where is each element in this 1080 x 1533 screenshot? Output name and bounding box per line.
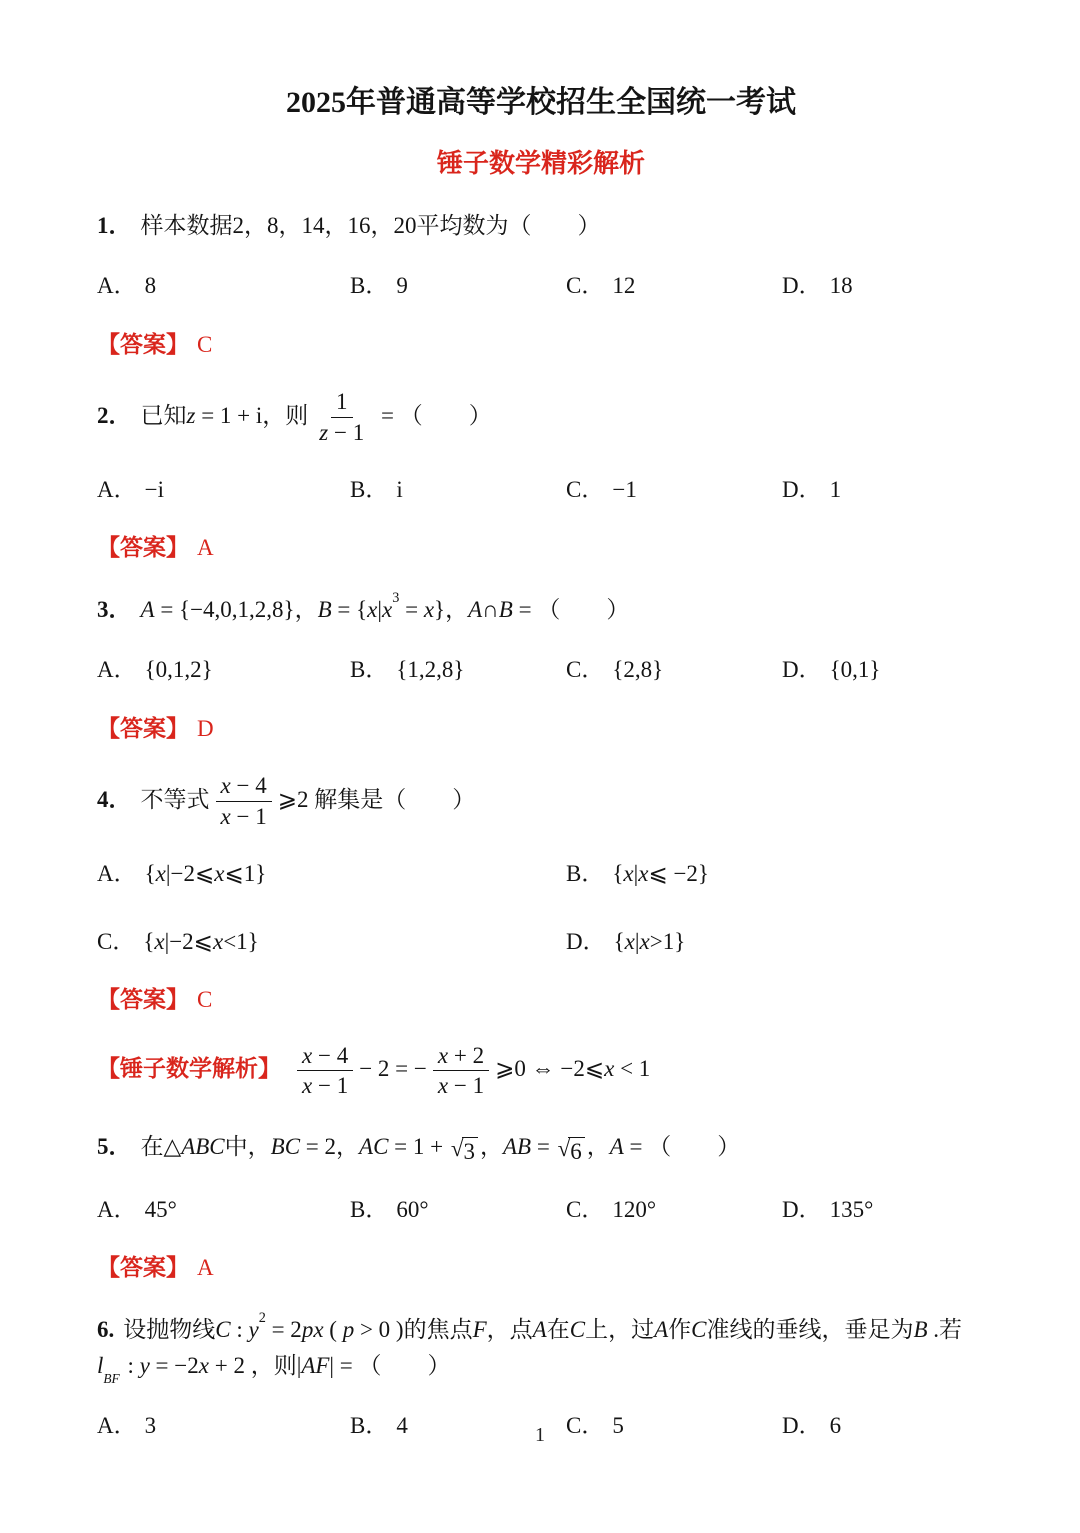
text-run: x bbox=[382, 596, 393, 622]
text-run: ⩽ −2} bbox=[648, 860, 709, 886]
text-run: x bbox=[302, 1042, 313, 1068]
text-run: y bbox=[139, 1352, 150, 1378]
text-run: |−2⩽ bbox=[164, 928, 213, 954]
text-run: 中， bbox=[224, 1134, 271, 1160]
text-run: + 2 ， bbox=[208, 1352, 274, 1378]
text-run: x bbox=[624, 928, 635, 954]
text-run: x bbox=[623, 860, 634, 886]
text-run: . bbox=[927, 1316, 940, 1342]
text-run: − 1 bbox=[448, 1073, 485, 1099]
text-run: x bbox=[638, 860, 649, 886]
question-stem-text bbox=[140, 1134, 741, 1165]
text-run: 6 bbox=[829, 1413, 842, 1439]
text-run: ⩽1} bbox=[224, 860, 267, 886]
text-run: 在 bbox=[140, 1134, 164, 1160]
option-label: B． bbox=[350, 1196, 389, 1222]
answer-value: A bbox=[197, 534, 214, 560]
option-C bbox=[566, 270, 782, 302]
text-run: 样本数据 bbox=[140, 212, 233, 238]
text-run: y bbox=[248, 1316, 259, 1342]
text-run: BC bbox=[270, 1134, 301, 1160]
text-run: x bbox=[367, 596, 378, 622]
text-run: 则 bbox=[273, 1352, 297, 1378]
text-run: }， bbox=[434, 596, 469, 622]
answer-value: C bbox=[197, 331, 213, 357]
question-options bbox=[97, 1194, 985, 1226]
text-run: 平均数为（ ） bbox=[416, 212, 601, 238]
text-run: ， bbox=[486, 1316, 510, 1342]
text-run: x bbox=[154, 928, 165, 954]
text-run: |−2⩽ bbox=[165, 860, 215, 886]
option-label: C． bbox=[566, 1413, 605, 1439]
text-run: = bbox=[531, 1134, 556, 1160]
text-run: = （ ） bbox=[512, 596, 630, 622]
text-run: −1 bbox=[612, 476, 637, 502]
question-6 bbox=[97, 1309, 985, 1442]
option-label: D． bbox=[566, 928, 606, 954]
text-run: > 0 ) bbox=[354, 1316, 404, 1342]
text-run: z bbox=[319, 420, 329, 445]
option-A bbox=[97, 654, 350, 686]
question-number: 1． bbox=[97, 212, 132, 238]
text-run: △ bbox=[163, 1134, 182, 1160]
text-run: ⩾2 bbox=[277, 786, 315, 812]
text-run: >1} bbox=[649, 928, 686, 954]
option-label: A． bbox=[97, 860, 137, 886]
question-5 bbox=[97, 1129, 985, 1283]
question-stem-text bbox=[140, 389, 492, 445]
analysis-text bbox=[291, 1042, 651, 1099]
option-label: C． bbox=[566, 657, 605, 683]
text-run: A bbox=[140, 596, 155, 622]
option-D bbox=[782, 654, 985, 686]
question-options bbox=[97, 654, 985, 686]
text-run: p bbox=[342, 1316, 355, 1342]
text-run: F bbox=[472, 1316, 487, 1342]
text-run: 18 bbox=[829, 273, 853, 299]
question-options bbox=[97, 858, 985, 958]
text-run: A bbox=[609, 1134, 624, 1160]
text-run: AF bbox=[301, 1352, 330, 1378]
text-run: : bbox=[121, 1352, 140, 1378]
text-run: ( bbox=[323, 1316, 343, 1342]
question-4 bbox=[97, 772, 985, 1100]
text-run: : bbox=[230, 1316, 249, 1342]
math-fraction bbox=[216, 772, 272, 830]
text-run: C bbox=[569, 1316, 586, 1342]
question-1 bbox=[97, 208, 985, 360]
question-stem bbox=[97, 1309, 985, 1386]
text-run: − 2 = − bbox=[359, 1056, 427, 1082]
option-A bbox=[97, 270, 350, 302]
text-run: B bbox=[317, 596, 332, 622]
text-run: l bbox=[97, 1352, 104, 1378]
option-label: D． bbox=[782, 1196, 822, 1222]
text-run: A bbox=[532, 1316, 547, 1342]
question-options bbox=[97, 474, 985, 506]
option-label: D． bbox=[782, 273, 822, 299]
math-fraction bbox=[433, 1042, 489, 1100]
option-label: D． bbox=[782, 1413, 822, 1439]
option-label: C． bbox=[97, 928, 136, 954]
question-stem bbox=[97, 208, 985, 244]
answer-line bbox=[97, 1253, 985, 1283]
text-run: = 2 bbox=[265, 1316, 302, 1342]
answer-line bbox=[97, 985, 985, 1015]
text-run: 1 bbox=[336, 389, 348, 415]
text-run: i bbox=[396, 476, 403, 502]
answer-line bbox=[97, 714, 985, 744]
text-run: ABC bbox=[181, 1134, 225, 1160]
text-run: 120° bbox=[612, 1196, 657, 1222]
option-C bbox=[566, 654, 782, 686]
math-fraction bbox=[297, 1042, 353, 1100]
text-run: ∩ bbox=[482, 596, 499, 622]
option-label: D． bbox=[782, 657, 822, 683]
text-run: px bbox=[301, 1316, 324, 1342]
text-run: x bbox=[302, 1073, 313, 1099]
text-run: AC bbox=[359, 1134, 389, 1160]
text-run: 的焦点 bbox=[403, 1316, 473, 1342]
option-label: B． bbox=[350, 273, 389, 299]
text-run: C bbox=[215, 1316, 231, 1342]
text-run: − 1 bbox=[312, 1073, 349, 1099]
text-run: x bbox=[214, 860, 225, 886]
text-run: − 1 bbox=[328, 420, 365, 445]
question-3 bbox=[97, 589, 985, 744]
text-run: { bbox=[144, 860, 156, 886]
text-run: 作 bbox=[668, 1316, 692, 1342]
text-run: 则 bbox=[285, 402, 309, 428]
answer-value: C bbox=[197, 986, 213, 1012]
text-run: | = （ ） bbox=[329, 1352, 451, 1378]
answer-label: 【答案】 bbox=[97, 1254, 189, 1280]
text-run: x bbox=[155, 860, 166, 886]
text-run: x bbox=[639, 928, 650, 954]
question-2 bbox=[97, 388, 985, 562]
text-run: −i bbox=[144, 476, 164, 502]
option-label: B． bbox=[566, 860, 605, 886]
text-run: B bbox=[913, 1316, 928, 1342]
text-run: 2，8，14，16，20 bbox=[232, 212, 417, 238]
text-run: 12 bbox=[612, 273, 636, 299]
text-run: 135° bbox=[829, 1196, 874, 1222]
text-run: = {−4,0,1,2,8}， bbox=[154, 596, 318, 622]
text-run: + 2 bbox=[448, 1042, 485, 1068]
text-run: C bbox=[691, 1316, 707, 1342]
text-run: x bbox=[220, 773, 231, 799]
text-run: <1} bbox=[223, 928, 259, 954]
option-D bbox=[566, 926, 985, 958]
text-run: = （ ） bbox=[375, 402, 492, 428]
text-run: | bbox=[377, 596, 382, 622]
option-B bbox=[350, 474, 566, 506]
text-run: A bbox=[654, 1316, 669, 1342]
question-number: 5． bbox=[97, 1134, 132, 1160]
page-title: 2025年普通高等学校招生全国统一考试 bbox=[286, 86, 796, 119]
option-label: A． bbox=[97, 1413, 137, 1439]
option-label: A． bbox=[97, 1196, 137, 1222]
text-run: 不等式 bbox=[140, 786, 210, 812]
option-label: D． bbox=[782, 476, 822, 502]
text-run: 在 bbox=[546, 1316, 570, 1342]
question-stem-text bbox=[141, 213, 601, 238]
option-label: B． bbox=[350, 1413, 389, 1439]
text-run: = bbox=[399, 596, 424, 622]
text-run: {0,1} bbox=[829, 657, 881, 683]
math-sup: 2 bbox=[258, 1309, 266, 1326]
option-C bbox=[97, 926, 566, 958]
text-run: x bbox=[437, 1073, 449, 1099]
questions bbox=[97, 208, 985, 1443]
option-label: A． bbox=[97, 273, 137, 299]
text-run: − 4 bbox=[312, 1042, 349, 1068]
text-run: {1,2,8} bbox=[396, 657, 465, 683]
math-sub: BF bbox=[103, 1370, 120, 1386]
text-run: 设抛物线 bbox=[123, 1316, 216, 1342]
text-run: z bbox=[186, 402, 196, 428]
text-run: < 1 bbox=[614, 1056, 651, 1082]
option-A bbox=[97, 858, 566, 890]
text-run: − 1 bbox=[230, 803, 267, 829]
question-number: 3． bbox=[97, 596, 132, 622]
answer-line bbox=[97, 330, 985, 360]
analysis-line bbox=[97, 1042, 985, 1100]
math-sqrt: √ 6 bbox=[558, 1137, 585, 1167]
option-D bbox=[782, 1194, 985, 1226]
option-label: A． bbox=[97, 476, 137, 502]
answer-label: 【答案】 bbox=[97, 715, 189, 741]
text-run: ⩾0 ⇔ −2⩽ bbox=[495, 1056, 605, 1082]
text-run: 准线的垂线，垂足为 bbox=[706, 1316, 914, 1342]
text-run: 已知 bbox=[140, 402, 187, 428]
option-D bbox=[782, 270, 985, 302]
option-A bbox=[97, 474, 350, 506]
text-run: x bbox=[212, 928, 224, 954]
option-C bbox=[566, 1194, 782, 1226]
question-stem bbox=[97, 388, 985, 446]
answer-value: A bbox=[197, 1254, 214, 1280]
text-run: | bbox=[633, 860, 639, 886]
text-run: 3 bbox=[144, 1413, 157, 1439]
text-run: 8 bbox=[144, 273, 157, 299]
answer-label: 【答案】 bbox=[97, 331, 189, 357]
text-run: = −2 bbox=[149, 1352, 199, 1378]
answer-label: 【答案】 bbox=[97, 534, 189, 560]
text-run: 4 bbox=[396, 1413, 408, 1439]
text-run: {0,1,2} bbox=[144, 657, 213, 683]
answer-label: 【答案】 bbox=[97, 986, 189, 1012]
question-stem bbox=[97, 589, 985, 628]
text-run: x bbox=[220, 803, 231, 829]
text-run: AB bbox=[503, 1134, 532, 1160]
option-B bbox=[350, 1194, 566, 1226]
text-run: = 2， bbox=[300, 1134, 360, 1160]
math-fraction bbox=[314, 388, 369, 446]
text-run: { bbox=[612, 860, 624, 886]
question-stem-text bbox=[140, 589, 630, 622]
text-run: = { bbox=[331, 596, 368, 622]
page-subtitle: 锤子数学精彩解析 bbox=[436, 148, 645, 178]
option-label: C． bbox=[566, 273, 605, 299]
text-run: 若 bbox=[939, 1316, 963, 1342]
option-D bbox=[782, 474, 985, 506]
question-number: 4． bbox=[97, 786, 132, 812]
text-run: 上，过 bbox=[585, 1316, 655, 1342]
text-run: 解集是（ ） bbox=[314, 786, 476, 812]
text-run: B bbox=[498, 596, 513, 622]
text-run: x bbox=[423, 596, 435, 622]
text-run: x bbox=[198, 1352, 209, 1378]
question-number: 6. bbox=[97, 1316, 115, 1342]
text-run: {2,8} bbox=[612, 657, 664, 683]
text-run: − 4 bbox=[230, 773, 267, 799]
text-run: = （ ） bbox=[623, 1134, 741, 1160]
answer-value: D bbox=[197, 715, 214, 741]
option-B bbox=[350, 270, 566, 302]
text-run: ， bbox=[480, 1134, 503, 1160]
text-run: 5 bbox=[612, 1413, 624, 1439]
option-B bbox=[350, 654, 566, 686]
question-stem bbox=[97, 772, 985, 830]
analysis-label: 【锤子数学解析】 bbox=[97, 1056, 281, 1082]
question-stem bbox=[97, 1129, 985, 1167]
text-run: 1 bbox=[829, 476, 842, 502]
option-label: B． bbox=[350, 657, 389, 683]
text-run: ， bbox=[586, 1134, 610, 1160]
math-sqrt: √ 3 bbox=[451, 1137, 478, 1167]
option-B bbox=[566, 858, 985, 890]
text-run: 9 bbox=[396, 273, 408, 299]
option-C bbox=[566, 474, 782, 506]
text-run: 45° bbox=[144, 1196, 177, 1222]
text-run: 点 bbox=[509, 1316, 533, 1342]
text-run: = 1 + bbox=[388, 1134, 449, 1160]
text-run: A bbox=[468, 596, 483, 622]
text-run: { bbox=[613, 928, 625, 954]
question-stem-text bbox=[140, 773, 476, 829]
text-run: | bbox=[634, 928, 640, 954]
page-number: 1 bbox=[535, 1424, 545, 1446]
question-options bbox=[97, 270, 985, 302]
question-stem-text bbox=[97, 1309, 963, 1386]
text-run: x bbox=[437, 1042, 449, 1068]
option-label: A． bbox=[97, 657, 137, 683]
text-run: x bbox=[604, 1056, 615, 1082]
text-run: { bbox=[143, 928, 155, 954]
option-label: C． bbox=[566, 476, 605, 502]
answer-line bbox=[97, 533, 985, 563]
text-run: = 1 + i， bbox=[195, 402, 286, 428]
option-label: B． bbox=[350, 476, 389, 502]
option-label: C． bbox=[566, 1196, 605, 1222]
math-sup: 3 bbox=[392, 589, 400, 606]
text-run: | bbox=[296, 1352, 302, 1378]
text-run: 60° bbox=[396, 1196, 429, 1222]
option-A bbox=[97, 1194, 350, 1226]
question-number: 2． bbox=[97, 402, 132, 428]
